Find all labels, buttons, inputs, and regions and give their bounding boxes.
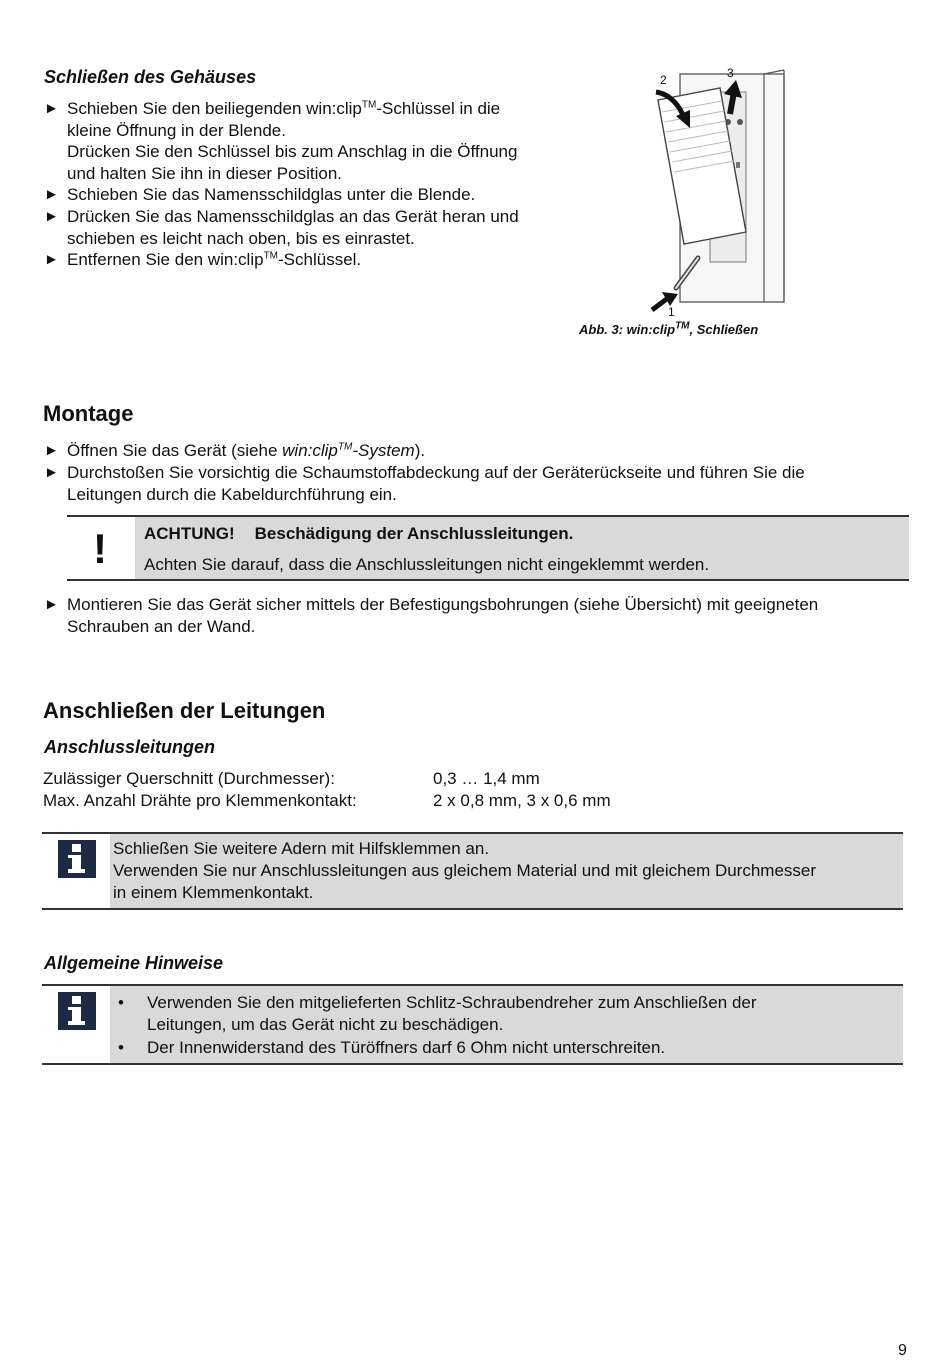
info-box-general	[42, 984, 903, 1065]
spec1-label: Zulässiger Querschnitt (Durchmesser):	[43, 769, 335, 788]
closing-step-3-line2: schieben es leicht nach oben, bis es einrastet.	[67, 228, 415, 248]
bullet-arrow-icon: ►	[44, 186, 59, 203]
warning-icon: !	[93, 525, 107, 572]
warning-title: ACHTUNG! Beschädigung der Anschlussleitungen.	[144, 524, 574, 543]
info-box-wires-content	[110, 834, 903, 908]
winclip-system-reference: win:clip™-System	[282, 441, 415, 460]
spec1-value: 0,3 … 1,4 mm	[433, 769, 540, 788]
warning-box	[67, 515, 909, 581]
info-icon	[58, 992, 96, 1030]
figure-label-1: 1	[668, 305, 675, 319]
closing-step-1-text-a: Schieben Sie den beiliegenden win:clip	[67, 99, 362, 118]
bullet-arrow-icon: ►	[44, 442, 59, 459]
bullet-arrow-icon: ►	[44, 251, 59, 268]
arrow-1-icon	[652, 298, 668, 310]
closing-step-3	[44, 206, 584, 249]
warning-text: Achten Sie darauf, dass die Anschlussleitungen nicht eingeklemmt werden.	[144, 555, 710, 574]
closing-step-4-text-b: -Schlüssel.	[278, 250, 362, 269]
bullet-arrow-icon: ►	[44, 464, 59, 481]
figure-label-2: 2	[660, 73, 667, 87]
general-subheading: Allgemeine Hinweise	[44, 953, 224, 973]
closing-step-1-line3: Drücken Sie den Schlüssel bis zum Anschlag in die Öffnung	[67, 142, 518, 161]
figure-caption: Abb. 3: win:clip™, Schließen	[579, 320, 759, 337]
info-icon	[58, 840, 96, 878]
closing-step-1-text-b: -Schlüssel in die	[376, 99, 501, 118]
bullet-icon: •	[118, 1038, 124, 1057]
spec2-label: Max. Anzahl Drähte pro Klemmenkontakt:	[43, 791, 357, 810]
montage-step-2: ► Durchstoßen Sie vorsichtig die Schaumstoffabdeckung auf der Geräterückseite und führen Sie die Leitungen durch die Kabeldurchführung ein.	[44, 463, 805, 504]
closing-step-3-line1: Drücken Sie das Namensschildglas an das Gerät heran und	[67, 207, 519, 226]
connect-subheading: Anschlussleitungen	[44, 737, 216, 757]
info-line-3: in einem Klemmenkontakt.	[113, 883, 314, 902]
figure-label-3: 3	[727, 66, 734, 80]
bullet-icon: •	[118, 993, 124, 1012]
closing-step-1-line4: und halten Sie ihn in dieser Position.	[67, 163, 343, 183]
closing-heading: Schließen des Gehäuses	[44, 67, 257, 87]
connect-heading: Anschließen der Leitungen	[43, 698, 326, 723]
info-line-1: Schließen Sie weitere Adern mit Hilfsklemmen an.	[113, 839, 490, 858]
page-number: 9	[898, 1342, 907, 1359]
closing-step-4	[44, 249, 584, 271]
winclip-closing-figure	[640, 62, 800, 322]
info-box-wires	[42, 832, 903, 910]
warning-content	[135, 517, 909, 579]
trademark-sup: TM	[263, 250, 279, 262]
closing-step-4-text-a: Entfernen Sie den win:clip	[67, 250, 264, 269]
bullet-arrow-icon: ►	[44, 100, 59, 117]
bullet-arrow-icon: ►	[44, 596, 59, 613]
closing-step-2-text: Schieben Sie das Namensschildglas unter die Blende.	[67, 185, 476, 204]
montage-step-1: ► Öffnen Sie das Gerät (siehe win:clip™-System).	[44, 441, 426, 460]
info-box-general-content	[110, 986, 903, 1063]
bullet-arrow-icon: ►	[44, 208, 59, 225]
montage-heading: Montage	[43, 401, 134, 426]
closing-step-2	[44, 184, 584, 206]
general-item-2: • Der Innenwiderstand des Türöffners darf 6 Ohm nicht unterschreiten.	[118, 1038, 666, 1057]
closing-step-1	[44, 98, 584, 184]
trademark-sup: TM	[361, 99, 377, 111]
general-item-1: • Verwenden Sie den mitgelieferten Schlitz-Schraubendreher zum Anschließen der Leitungen, um das Gerät nicht zu beschädigen.	[118, 993, 757, 1034]
info-line-2: Verwenden Sie nur Anschlussleitungen aus gleichem Material und mit gleichem Durchmesser	[113, 861, 817, 880]
spec2-value: 2 x 0,8 mm, 3 x 0,6 mm	[433, 791, 611, 810]
closing-step-1-line2: kleine Öffnung in der Blende.	[67, 120, 286, 140]
montage-step-3: ► Montieren Sie das Gerät sicher mittels der Befestigungsbohrungen (siehe Übersicht) mit geeigneten Schrauben an der Wand.	[44, 595, 819, 636]
